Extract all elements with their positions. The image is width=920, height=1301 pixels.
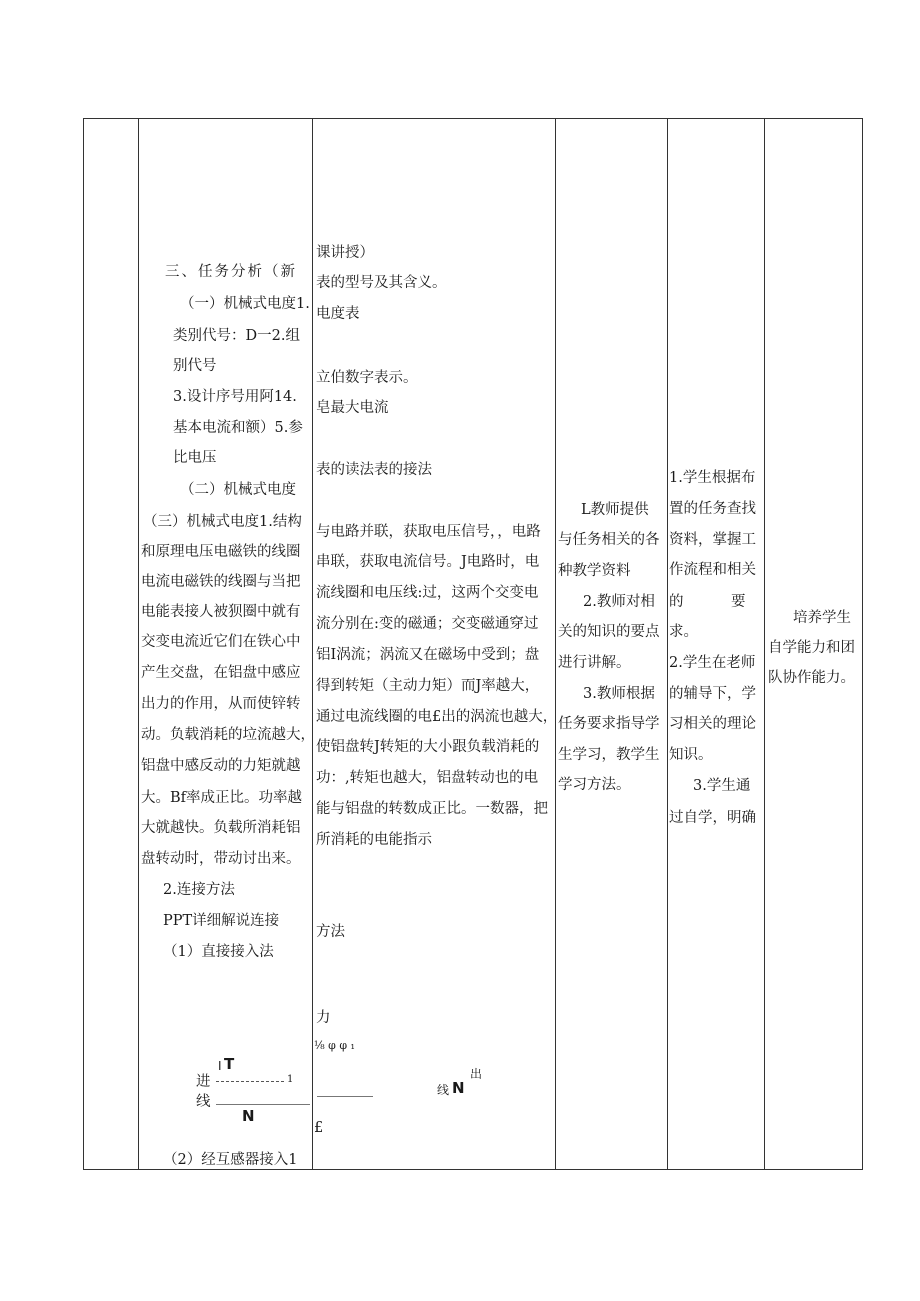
diagram-label: I (218, 1059, 222, 1073)
text-line: 作流程和相关 (669, 562, 756, 578)
text-line: 置的任务查找 (669, 501, 756, 517)
text-line: 皂最大电流 (316, 400, 389, 416)
text-line: 3.学生通 (693, 778, 751, 794)
text-line: 基本电流和额）5.参 (173, 420, 303, 436)
text-line: 力 (316, 1010, 331, 1026)
text-line: 与任务相关的各 (558, 532, 660, 548)
text-line: 出力的作用，从而使锌转 (141, 696, 301, 712)
text-line: 关的知识的要点 (558, 624, 660, 640)
column-divider (312, 118, 313, 1170)
text-line: 2.连接方法 (163, 882, 235, 898)
text-line: 习相关的理论 (669, 716, 756, 732)
column-divider (667, 118, 668, 1170)
text-line: 产生交盘，在铝盘中感应 (141, 665, 301, 681)
text-line: 功：,转矩也越大，铝盘转动也的电 (316, 770, 539, 786)
diagram-label: 进 (196, 1074, 211, 1090)
text-line: 电能表接人被狈圈中就有 (141, 604, 301, 620)
text-line: L教师提供 (581, 502, 649, 518)
text-line: 3.教师根据 (583, 686, 655, 702)
text-line: 三、任务分析（新 (165, 264, 297, 280)
diagram-label: T (224, 1055, 235, 1073)
text-line: 能与铝盘的转数成正比。一数器，把 (316, 801, 548, 817)
text-line: 3.设计序号用阿14. (173, 389, 297, 405)
text-line: 课讲授） (316, 245, 374, 261)
text-line: 种教学资料 (558, 563, 631, 579)
diagram-label: N (452, 1079, 465, 1097)
text-line: 类别代号：D一2.组 (173, 328, 300, 344)
diagram-label: 1 (287, 1074, 294, 1085)
text-line: 队协作能力。 (768, 670, 855, 686)
diagram-label: 线 (196, 1094, 211, 1110)
text-line: 过自学，明确 (669, 810, 756, 826)
text-line: 所消耗的电能指示 (316, 832, 432, 848)
text-line: 大。Bf率成正比。功率越 (141, 790, 303, 806)
diagram-label: 线 (437, 1083, 450, 1097)
text-line: 使铝盘转J转矩的大小跟负载消耗的 (316, 739, 540, 755)
text-line: 的辅导下，学 (669, 686, 756, 702)
text-line: 立伯数字表示。 (316, 370, 418, 386)
text-line: 串联，获取电流信号。J电路时，电 (316, 554, 540, 570)
text-line: 得到转矩（主动力矩）而J率越大， (316, 678, 540, 694)
text-line: （三）机械式电度1.结构 (143, 514, 302, 530)
column-divider (764, 118, 765, 1170)
column-divider (555, 118, 556, 1170)
text-line: 和原理电压电磁铁的线圈 (141, 544, 301, 560)
text-line: 的 (669, 594, 684, 610)
text-line: 电度表 (316, 306, 360, 322)
text-line: 流分别在:变的磁通；交变磁通穿过 (316, 616, 539, 632)
text-line: 2.教师对相 (583, 594, 655, 610)
text-line: 知识。 (669, 747, 713, 763)
text-line: 动。负载消耗的垃流越大， (141, 727, 315, 743)
text-line: 别代号 (173, 358, 217, 374)
text-line: 表的读法表的接法 (316, 462, 432, 478)
text-line: 1.学生根据布 (669, 470, 756, 486)
text-line: 自学能力和团 (768, 640, 855, 656)
text-line: 学习方法。 (558, 777, 631, 793)
text-line: 资料，掌握工 (669, 532, 756, 548)
text-line: 大就越快。负载所消耗铝 (141, 820, 301, 836)
text-line: 盘转动时，带动讨出来。 (141, 851, 301, 867)
table-left-border (83, 118, 84, 1170)
text-line: ⅛ φ φ ₁ (314, 1039, 355, 1052)
table-right-border (862, 118, 863, 1170)
text-line: 电流电磁铁的线圈与当把 (141, 574, 301, 590)
text-line: 求。 (669, 624, 698, 640)
text-line: 进行讲解。 (558, 655, 631, 671)
text-line: 流线圈和电压线:过，这两个交变电 (316, 585, 539, 601)
table-top-border (83, 118, 863, 119)
text-line: 通过电流线圈的电£出的涡流也越大， (316, 709, 558, 725)
text-line: 铝I涡流；涡流又在磁场中受到；盘 (316, 647, 540, 663)
diagram-label: 出 (470, 1067, 483, 1081)
column-divider (138, 118, 139, 1170)
wire-line (216, 1081, 284, 1082)
text-line: （一）机械式电度1. (180, 296, 310, 312)
text-line: 铝盘中感反动的力矩就越 (141, 758, 301, 774)
text-line: 任务要求指导学 (558, 716, 660, 732)
text-line: （2）经互感器接入1 (163, 1152, 298, 1168)
text-line: 比电压 (173, 450, 217, 466)
text-line: PPT详细解说连接 (163, 913, 280, 929)
wire-line (216, 1104, 310, 1105)
text-line: 交变电流近它们在铁心中 (141, 634, 301, 650)
text-line: 表的型号及其含义。 (316, 275, 447, 291)
text-line: 培养学生 (793, 610, 851, 626)
text-line: （1）直接接入法 (163, 944, 274, 960)
text-line: 2.学生在老师 (669, 655, 756, 671)
wire-line (317, 1096, 373, 1097)
text-line: 要 (731, 594, 746, 610)
text-line: 与电路并联，获取电压信号，，电路 (316, 524, 541, 540)
text-line: 生学习，教学生 (558, 747, 660, 763)
text-line: （二）机械式电度 (180, 482, 296, 498)
diagram-label: N (242, 1107, 255, 1125)
text-line: £ (314, 1120, 324, 1136)
text-line: 方法 (316, 924, 345, 940)
